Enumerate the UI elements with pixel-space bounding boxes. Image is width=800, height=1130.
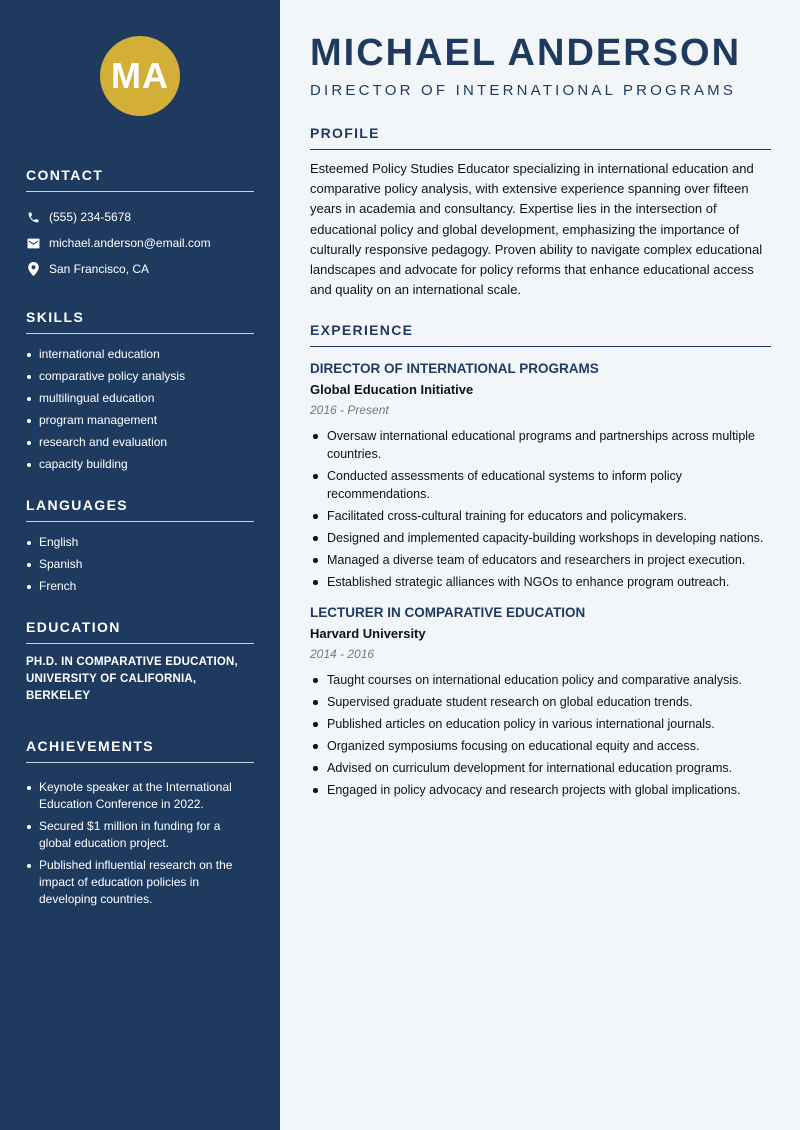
skill-item: international education (26, 346, 254, 363)
job-bullet: Advised on curriculum development for international education programs. (310, 759, 771, 777)
achievements-heading: ACHIEVEMENTS (26, 738, 254, 763)
job-bullet: Conducted assessments of educational systems to inform policy recommendations. (310, 467, 771, 503)
achievements-section (26, 738, 254, 908)
skills-section (26, 309, 254, 473)
job-company: Harvard University (310, 626, 426, 642)
languages-section (26, 497, 254, 595)
skill-item: program management (26, 412, 254, 429)
job-bullet: Published articles on education policy in various international journals. (310, 715, 771, 733)
skill-item: capacity building (26, 456, 254, 473)
job-bullet: Managed a diverse team of educators and researchers in project execution. (310, 551, 771, 569)
contact-email (26, 230, 254, 256)
skill-item: comparative policy analysis (26, 368, 254, 385)
education-degree (26, 654, 254, 705)
candidate-name: MICHAEL ANDERSON (310, 32, 742, 74)
profile-section (310, 125, 771, 300)
job-bullet: Taught courses on international education policy and comparative analysis. (310, 671, 771, 689)
contact-list (26, 204, 254, 282)
candidate-title: DIRECTOR OF INTERNATIONAL PROGRAMS (310, 82, 737, 99)
email-text: michael.anderson@email.com (49, 236, 211, 250)
job-bullet: Organized symposiums focusing on educational equity and access. (310, 737, 771, 755)
job-bullet: Facilitated cross-cultural training for educators and policymakers. (310, 507, 771, 525)
job-title: DIRECTOR OF INTERNATIONAL PROGRAMS (310, 361, 599, 377)
job-bullet: Oversaw international educational programs and partnerships across multiple countries. (310, 427, 771, 463)
phone-icon (26, 210, 40, 224)
job-entry (310, 361, 771, 591)
degree-line: PH.D. IN COMPARATIVE EDUCATION, (26, 656, 238, 668)
job-company: Global Education Initiative (310, 382, 474, 398)
contact-heading: CONTACT (26, 167, 254, 192)
languages-heading: LANGUAGES (26, 497, 254, 522)
email-icon (26, 236, 40, 250)
job-dates: 2016 - Present (310, 403, 389, 418)
achievements-list (26, 779, 254, 908)
job-bullet: Engaged in policy advocacy and research projects with global implications. (310, 781, 771, 799)
languages-list (26, 534, 254, 595)
location-pin-icon (26, 262, 40, 276)
profile-heading: PROFILE (310, 125, 771, 150)
location-text: San Francisco, CA (49, 262, 150, 276)
job-entry (310, 605, 771, 799)
job-title: LECTURER IN COMPARATIVE EDUCATION (310, 605, 586, 621)
main-content (280, 0, 800, 1130)
achievement-item: Keynote speaker at the International Education Conference in 2022. (26, 779, 254, 813)
contact-location (26, 256, 254, 282)
job-bullet: Established strategic alliances with NGOs to enhance program outreach. (310, 573, 771, 591)
education-section (26, 619, 254, 705)
language-item: Spanish (26, 556, 254, 573)
experience-section (310, 322, 771, 799)
university-line: UNIVERSITY OF CALIFORNIA, BERKELEY (26, 673, 197, 702)
education-heading: EDUCATION (26, 619, 254, 644)
job-bullets (310, 427, 771, 591)
experience-heading: EXPERIENCE (310, 322, 771, 347)
avatar (100, 36, 180, 116)
skills-list (26, 346, 254, 473)
achievement-item: Published influential research on the impact of education policies in developing countries. (26, 857, 254, 908)
language-item: French (26, 578, 254, 595)
job-bullet: Designed and implemented capacity-building workshops in developing nations. (310, 529, 771, 547)
skill-item: research and evaluation (26, 434, 254, 451)
language-item: English (26, 534, 254, 551)
achievement-item: Secured $1 million in funding for a global education project. (26, 818, 254, 852)
contact-section (26, 167, 254, 282)
job-dates: 2014 - 2016 (310, 647, 375, 662)
sidebar (0, 0, 280, 1130)
profile-text: Esteemed Policy Studies Educator specializing in international education and comparative policy analysis, with extensive experience spanning over fifteen years in academia and consultancy. Expertise lies in the intersection of educational policy and global development, emphasizing the importance of culturally responsive pedagogy. Proven ability to navigate complex educational landscapes and advocate for policy reforms that enhance educational access and quality on an international scale. (310, 161, 763, 298)
skill-item: multilingual education (26, 390, 254, 407)
contact-phone (26, 204, 254, 230)
avatar-initials: MA (111, 55, 169, 96)
phone-text: (555) 234-5678 (49, 210, 132, 224)
skills-heading: SKILLS (26, 309, 254, 334)
job-bullets (310, 671, 771, 799)
job-bullet: Supervised graduate student research on global education trends. (310, 693, 771, 711)
